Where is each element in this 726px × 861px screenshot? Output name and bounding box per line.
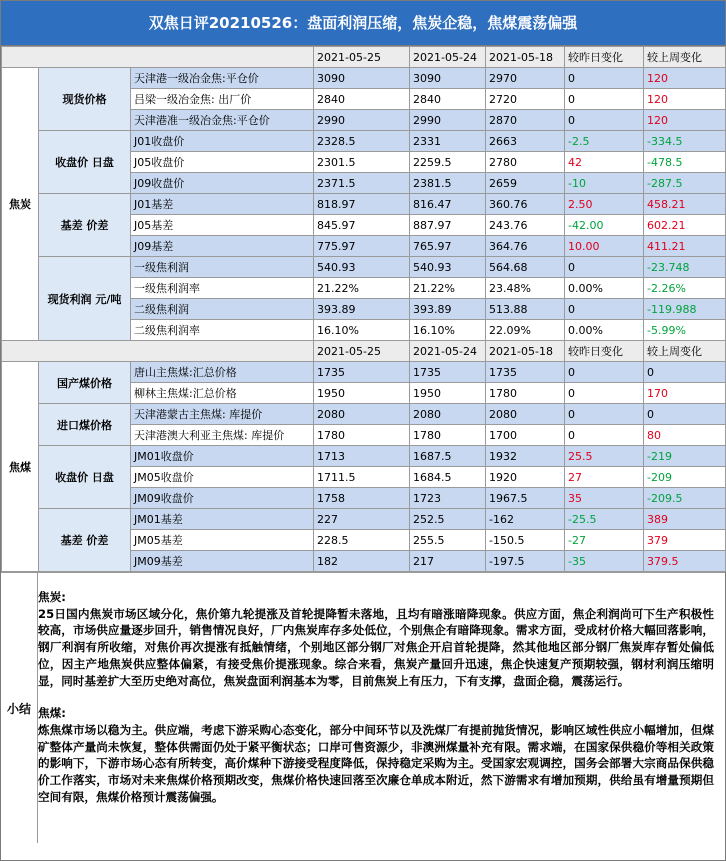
change-day-cell: 10.00 [565,236,644,257]
change-week-cell: -209 [644,467,726,488]
value-cell: 564.68 [486,257,565,278]
group-label: 国产煤价格 [39,362,131,404]
item-name: 柳林主焦煤:汇总价格 [131,383,314,404]
item-name: J05收盘价 [131,152,314,173]
value-cell: 228.5 [314,530,410,551]
change-day-cell: 0 [565,110,644,131]
coke-header-row [2,47,726,68]
value-cell: 1713 [314,446,410,467]
value-cell: 2970 [486,68,565,89]
column-header: 较昨日变化 [565,341,644,362]
value-cell: 227 [314,509,410,530]
value-cell: 16.10% [314,320,410,341]
value-cell: 1735 [410,362,486,383]
coke-section-label: 焦炭 [2,68,39,341]
value-cell: 887.97 [410,215,486,236]
value-cell: 2080 [410,404,486,425]
value-cell: 1723 [410,488,486,509]
value-cell: 3090 [410,68,486,89]
value-cell: 2080 [486,404,565,425]
change-day-cell: 0 [565,89,644,110]
change-week-cell: 120 [644,110,726,131]
value-cell: 23.48% [486,278,565,299]
coal-header-row [2,341,726,362]
header-corner [2,47,314,68]
value-cell: 1950 [410,383,486,404]
change-week-cell: 458.21 [644,194,726,215]
value-cell: 775.97 [314,236,410,257]
table-row [2,194,726,215]
value-cell: 1711.5 [314,467,410,488]
item-name: 二级焦利润率 [131,320,314,341]
value-cell: 182 [314,551,410,572]
change-week-cell: 120 [644,89,726,110]
value-cell: 540.93 [410,257,486,278]
item-name: 天津港一级冶金焦:平仓价 [131,68,314,89]
value-cell: 2080 [314,404,410,425]
value-cell: 540.93 [314,257,410,278]
change-day-cell: -2.5 [565,131,644,152]
change-day-cell: 0 [565,362,644,383]
value-cell: 2870 [486,110,565,131]
item-name: 唐山主焦煤:汇总价格 [131,362,314,383]
item-name: JM05基差 [131,530,314,551]
column-header: 2021-05-24 [410,47,486,68]
table-row [2,404,726,425]
column-header: 2021-05-24 [410,341,486,362]
value-cell: 513.88 [486,299,565,320]
coal-section-label: 焦煤 [2,362,39,572]
value-cell: 2990 [314,110,410,131]
coke-summary-heading: 焦炭: [38,590,66,604]
change-day-cell: 0.00% [565,320,644,341]
value-cell: 1780 [486,383,565,404]
change-week-cell: -209.5 [644,488,726,509]
column-header: 2021-05-18 [486,47,565,68]
table-row [2,362,726,383]
change-day-cell: 0 [565,68,644,89]
value-cell: 765.97 [410,236,486,257]
value-cell: 22.09% [486,320,565,341]
value-cell: 2840 [314,89,410,110]
value-cell: 2328.5 [314,131,410,152]
change-day-cell: 0 [565,383,644,404]
value-cell: 1920 [486,467,565,488]
change-week-cell: -23.748 [644,257,726,278]
value-cell: 1950 [314,383,410,404]
change-day-cell: 2.50 [565,194,644,215]
column-header: 2021-05-18 [486,341,565,362]
change-week-cell: 379.5 [644,551,726,572]
table-row [2,131,726,152]
value-cell: 16.10% [410,320,486,341]
column-header: 较昨日变化 [565,47,644,68]
item-name: 天津港蒙古主焦煤: 库提价 [131,404,314,425]
item-name: 一级焦利润 [131,257,314,278]
value-cell: 816.47 [410,194,486,215]
change-day-cell: 0 [565,404,644,425]
change-week-cell: 602.21 [644,215,726,236]
value-cell: 1684.5 [410,467,486,488]
value-cell: 845.97 [314,215,410,236]
change-week-cell: 80 [644,425,726,446]
change-week-cell: -5.99% [644,320,726,341]
item-name: 天津港澳大利亚主焦煤: 库提价 [131,425,314,446]
item-name: J09收盘价 [131,173,314,194]
value-cell: 2371.5 [314,173,410,194]
summary-body [38,587,714,805]
item-name: JM01收盘价 [131,446,314,467]
value-cell: 2659 [486,173,565,194]
value-cell: 252.5 [410,509,486,530]
column-header: 2021-05-25 [314,47,410,68]
value-cell: 1735 [486,362,565,383]
header-corner [2,341,314,362]
item-name: JM01基差 [131,509,314,530]
item-name: JM05收盘价 [131,467,314,488]
value-cell: 360.76 [486,194,565,215]
change-day-cell: 42 [565,152,644,173]
item-name: J01收盘价 [131,131,314,152]
table-row [2,68,726,89]
change-day-cell: -27 [565,530,644,551]
value-cell: 1780 [314,425,410,446]
change-week-cell: 0 [644,362,726,383]
group-label: 收盘价 日盘 [39,446,131,509]
change-day-cell: 0 [565,425,644,446]
table-row [2,509,726,530]
item-name: 一级焦利润率 [131,278,314,299]
change-day-cell: -25.5 [565,509,644,530]
group-label: 收盘价 日盘 [39,131,131,194]
change-day-cell: -10 [565,173,644,194]
value-cell: 2331 [410,131,486,152]
change-week-cell: -219 [644,446,726,467]
value-cell: 3090 [314,68,410,89]
item-name: JM09收盘价 [131,488,314,509]
change-day-cell: 0 [565,257,644,278]
change-day-cell: -35 [565,551,644,572]
change-week-cell: 120 [644,68,726,89]
value-cell: 1758 [314,488,410,509]
coal-summary-heading: 焦煤: [38,706,66,721]
column-header: 2021-05-25 [314,341,410,362]
group-label: 基差 价差 [39,194,131,257]
group-label: 基差 价差 [39,509,131,572]
item-name: J01基差 [131,194,314,215]
value-cell: 393.89 [314,299,410,320]
item-name: 二级焦利润 [131,299,314,320]
value-cell: 1967.5 [486,488,565,509]
group-label: 现货价格 [39,68,131,131]
change-day-cell: 27 [565,467,644,488]
item-name: J05基差 [131,215,314,236]
change-day-cell: 0.00% [565,278,644,299]
coke-summary-text: 25日国内焦炭市场区域分化，焦价第九轮提涨及首轮提降暂未落地，且均有暗涨暗降现象。供应方面，焦企利润尚可下生产积极性较高，市场供应量逐步回升，销售情况良好，厂内焦炭库存多处低位，个别焦企有暗降现象。需求方面，受成材价格大幅回落影响，钢厂利润有所收缩，对焦价再次提涨有抵触情绪，个别地区部分钢厂对焦企开启首轮提降，然其他地区部分钢厂焦炭库存暂处偏低位，因主产地焦炭供应整体偏紧，有接受焦价提涨现象。综合来看，焦炭产量回升迅速，焦企快速复产预期较强，钢材利润压缩明显，同时基差扩大至历史绝对高位，焦炭盘面利润基本为零，目前焦炭上有压力，下有支撑，盘面企稳，震荡运行。 [38,606,714,688]
value-cell: 1735 [314,362,410,383]
coal-summary-text: 炼焦煤市场以稳为主。供应端，考虑下游采购心态变化，部分中间环节以及洗煤厂有提前抛货情况，影响区域性供应小幅增加，但煤矿整体产量尚未恢复，整体供需面仍处于紧平衡状态；口岸可售资源少，非澳洲煤量补充有限。需求端，在国家保供稳价等相关政策的影响下，下游市场心态有所转变，高价煤种下游接受程度降低，保持稳定采购为主。受国家宏观调控，国务会部署大宗商品保供稳价工作落实，市场对未来焦煤价格预期改变，焦煤价格快速回落至次廉仓单成本附近，然下游需求有增加预期，供给虽有增量预期但空间有限，焦煤价格预计震荡偏强。 [38,722,714,804]
change-week-cell: -478.5 [644,152,726,173]
change-week-cell: 0 [644,404,726,425]
item-name: 吕梁一级冶金焦: 出厂价 [131,89,314,110]
value-cell: 21.22% [410,278,486,299]
value-cell: 2990 [410,110,486,131]
column-header: 较上周变化 [644,341,726,362]
value-cell: 1700 [486,425,565,446]
change-week-cell: 411.21 [644,236,726,257]
report-title: 双焦日评20210526：盘面利润压缩，焦炭企稳，焦煤震荡偏强 [1,1,725,46]
value-cell: -162 [486,509,565,530]
change-day-cell: 35 [565,488,644,509]
value-cell: 2259.5 [410,152,486,173]
group-label: 现货利润 元/吨 [39,257,131,341]
value-cell: 1780 [410,425,486,446]
value-cell: 393.89 [410,299,486,320]
value-cell: 2780 [486,152,565,173]
change-day-cell: 25.5 [565,446,644,467]
item-name: JM09基差 [131,551,314,572]
summary-section [1,572,725,843]
value-cell: 2301.5 [314,152,410,173]
change-week-cell: 389 [644,509,726,530]
value-cell: 243.76 [486,215,565,236]
table-row [2,446,726,467]
value-cell: 217 [410,551,486,572]
data-table [1,46,726,572]
value-cell: 255.5 [410,530,486,551]
change-week-cell: -2.26% [644,278,726,299]
value-cell: 818.97 [314,194,410,215]
table-row [2,257,726,278]
change-week-cell: 379 [644,530,726,551]
value-cell: 2840 [410,89,486,110]
value-cell: 1932 [486,446,565,467]
change-week-cell: -287.5 [644,173,726,194]
group-label: 进口煤价格 [39,404,131,446]
value-cell: -150.5 [486,530,565,551]
item-name: 天津港准一级冶金焦:平仓价 [131,110,314,131]
change-week-cell: -334.5 [644,131,726,152]
value-cell: 2663 [486,131,565,152]
value-cell: 21.22% [314,278,410,299]
value-cell: 1687.5 [410,446,486,467]
change-week-cell: 170 [644,383,726,404]
change-day-cell: 0 [565,299,644,320]
change-day-cell: -42.00 [565,215,644,236]
summary-label: 小结 [1,573,38,843]
column-header: 较上周变化 [644,47,726,68]
value-cell: 364.76 [486,236,565,257]
value-cell: -197.5 [486,551,565,572]
value-cell: 2381.5 [410,173,486,194]
change-week-cell: -119.988 [644,299,726,320]
item-name: J09基差 [131,236,314,257]
value-cell: 2720 [486,89,565,110]
